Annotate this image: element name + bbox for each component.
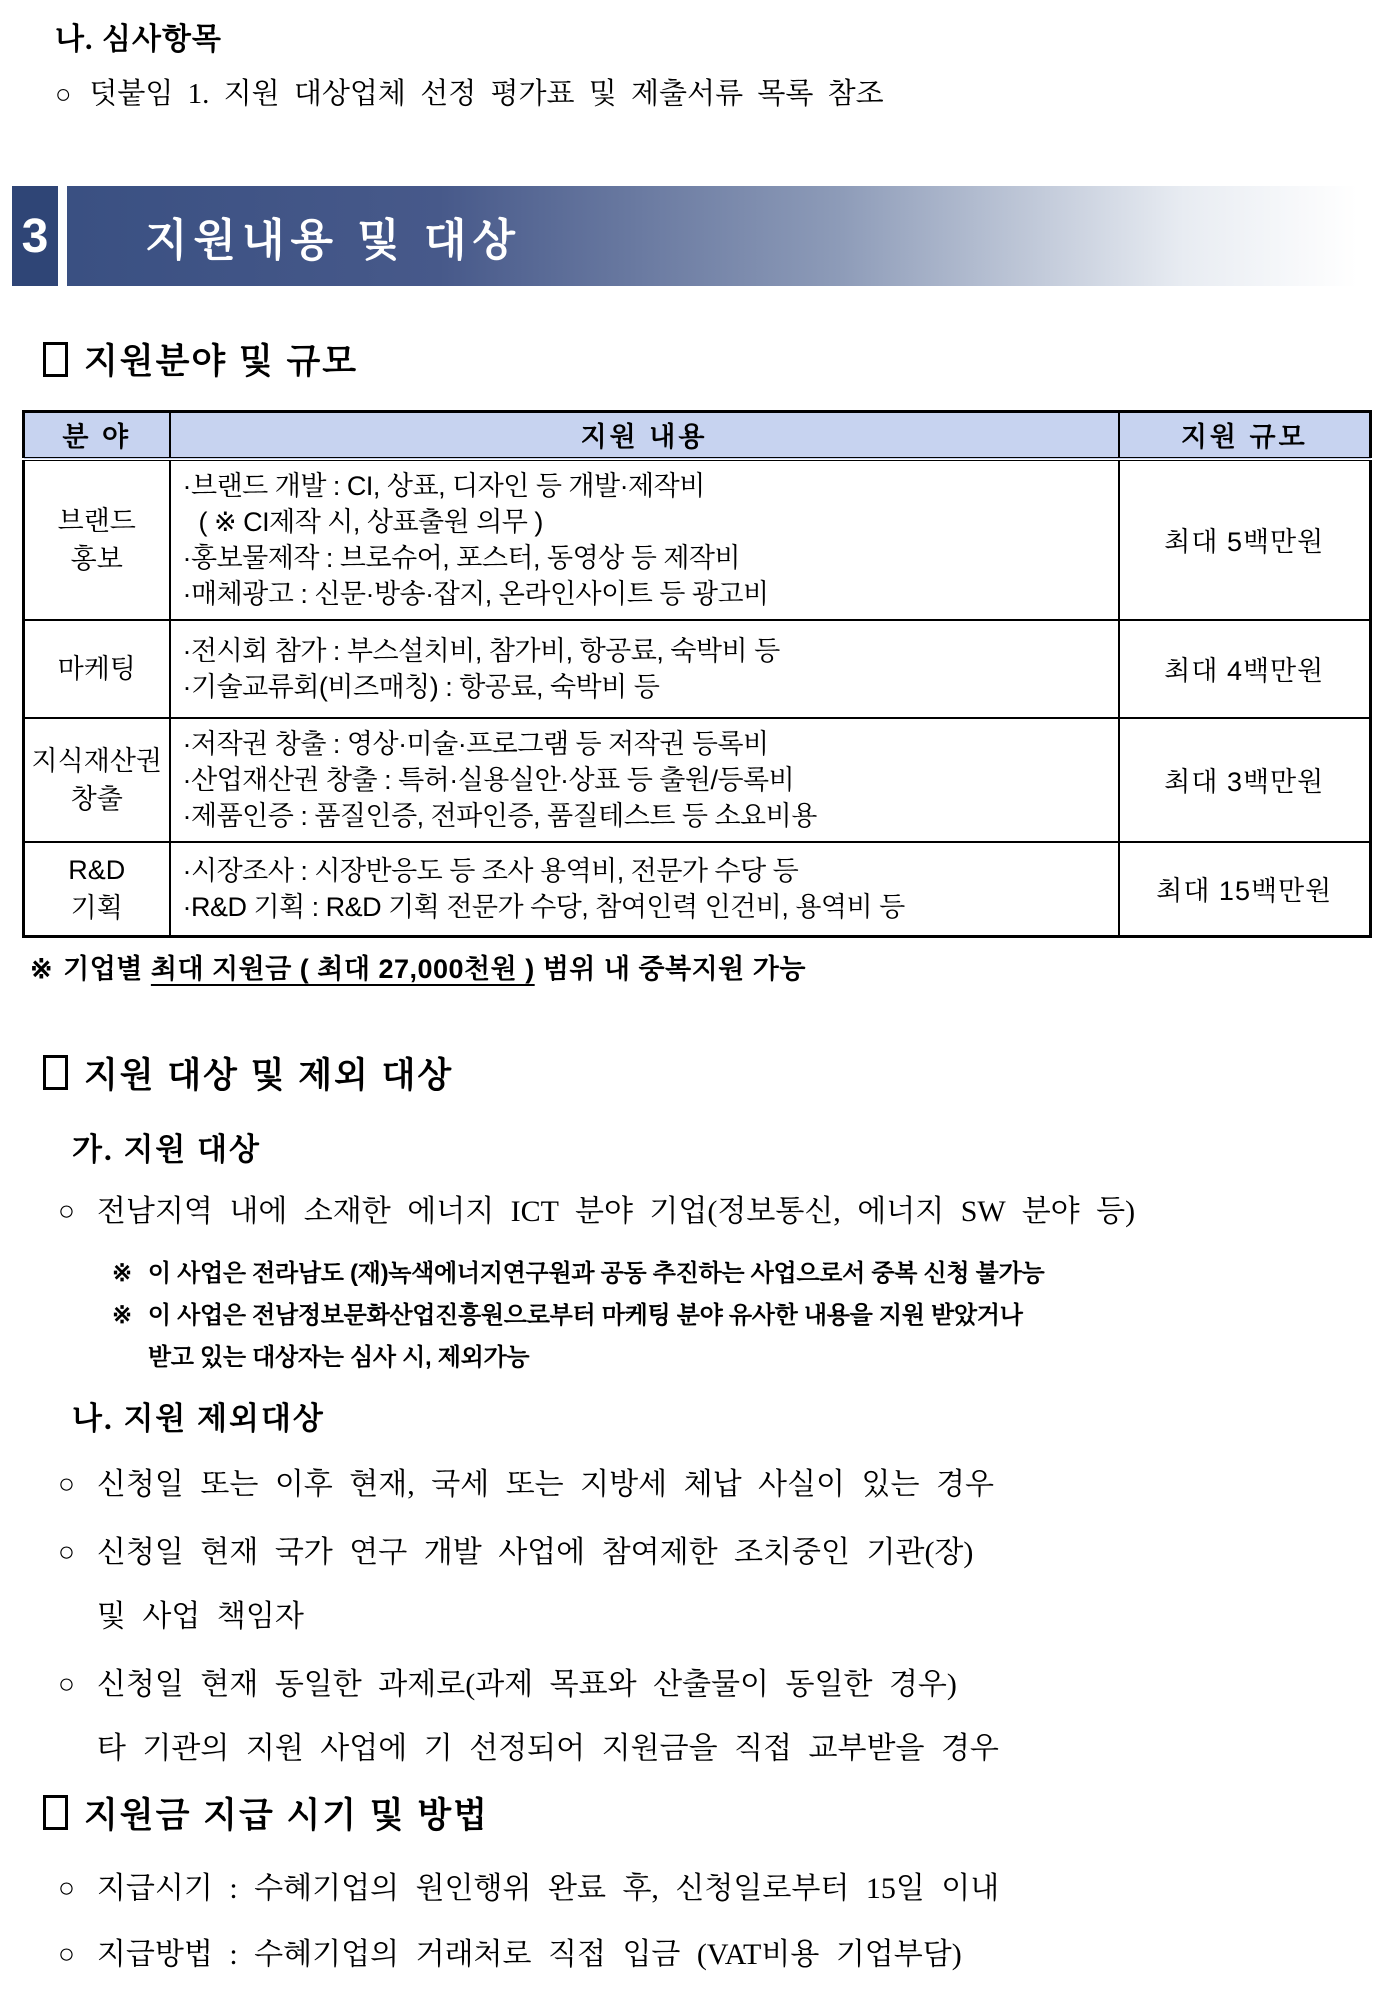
footnote-suffix: 범위 내 중복지원 가능 xyxy=(534,953,806,984)
field-cell: 마케팅 xyxy=(24,620,170,718)
amount-cell: 최대 5백만원 xyxy=(1119,459,1371,620)
section-title: 지원내용 및 대상 xyxy=(145,216,521,265)
review-bullet xyxy=(55,72,1397,116)
content-cell xyxy=(170,459,1119,620)
section-banner-bar xyxy=(67,186,1397,286)
support-table xyxy=(22,410,1372,938)
content-line: ·시장조사 : 시장반응도 등 조사 용역비, 전문가 수당 등 xyxy=(182,855,799,886)
table-row-brand xyxy=(24,459,1371,620)
circle-bullet-marker: ○ xyxy=(58,1668,75,1700)
circle-bullet-marker: ○ xyxy=(55,79,72,109)
eligibility-heading xyxy=(43,1048,1397,1098)
amount-cell: 최대 15백만원 xyxy=(1119,842,1371,937)
note-text xyxy=(148,1295,1023,1379)
sub-b-title: 나. 지원 제외대상 xyxy=(72,1400,325,1436)
note-similar-support xyxy=(112,1295,1397,1379)
payment-heading xyxy=(43,1788,1397,1838)
checkbox-icon xyxy=(43,342,68,377)
circle-bullet-marker: ○ xyxy=(58,1468,75,1500)
circle-bullet-marker: ○ xyxy=(58,1195,75,1227)
circle-bullet-marker: ○ xyxy=(58,1872,75,1904)
footnote-underlined: 최대 지원금 ( 최대 27,000천원 ) xyxy=(150,953,535,984)
circle-bullet-marker: ○ xyxy=(58,1938,75,1970)
exclusion-bullet xyxy=(58,1530,1397,1640)
field-cell: 지식재산권 창출 xyxy=(24,718,170,842)
review-items-title: 나. 심사항목 xyxy=(55,23,222,56)
reference-mark: ※ xyxy=(112,1301,132,1329)
content-line: ·산업재산권 창출 : 특허·실용실안·상표 등 출원/등록비 xyxy=(182,764,795,795)
payment-bullet xyxy=(58,1932,1397,1978)
review-bullet-text: 덧붙임 1. 지원 대상업체 선정 평가표 및 제출서류 목록 참조 xyxy=(89,78,884,110)
table-row-rnd xyxy=(24,842,1371,937)
exclusion-line: 신청일 현재 국가 연구 개발 사업에 참여제한 조치중인 기관(장) xyxy=(96,1535,974,1569)
content-line: ·브랜드 개발 : CI, 상표, 디자인 등 개발·제작비 xyxy=(182,470,705,501)
exclusion-line: 및 사업 책임자 xyxy=(96,1599,304,1633)
content-line: ·제품인증 : 품질인증, 전파인증, 품질테스트 등 소요비용 xyxy=(182,800,817,831)
table-row-marketing xyxy=(24,620,1371,718)
checkbox-icon xyxy=(43,1055,68,1090)
note-text: 이 사업은 전라남도 (재)녹색에너지연구원과 공동 추진하는 사업으로서 중복 신청 불가능 xyxy=(147,1259,1045,1287)
content-line: ·매체광고 : 신문·방송·잡지, 온라인사이트 등 광고비 xyxy=(182,578,769,609)
exclusion-bullet xyxy=(58,1462,1397,1508)
reference-mark: ※ xyxy=(112,1259,132,1287)
exclusion-bullet xyxy=(58,1662,1397,1772)
payment-bullet-text: 지급방법 : 수혜기업의 거래처로 직접 입금 (VAT비용 기업부담) xyxy=(96,1937,962,1971)
amount-cell: 최대 3백만원 xyxy=(1119,718,1371,842)
content-line: ·R&D 기획 : R&D 기획 전문가 수당, 참여인력 인건비, 용역비 등 xyxy=(182,891,905,922)
reference-mark: ※ xyxy=(30,953,54,984)
content-cell xyxy=(170,718,1119,842)
circle-bullet-marker: ○ xyxy=(58,1536,75,1568)
exclusion-text xyxy=(97,1662,999,1772)
scope-heading-text: 지원분야 및 규모 xyxy=(84,342,359,381)
table-row-ip xyxy=(24,718,1371,842)
field-cell: R&D 기획 xyxy=(24,842,170,937)
exclusion-line: 타 기관의 지원 사업에 기 선정되어 지원금을 직접 교부받을 경우 xyxy=(96,1731,999,1765)
scope-heading xyxy=(43,334,1397,384)
note-line: 이 사업은 전남정보문화산업진흥원으로부터 마케팅 분야 유사한 내용을 지원 받았거나 xyxy=(147,1301,1023,1329)
table-footnote xyxy=(30,947,1397,986)
exclusion-text xyxy=(97,1530,973,1640)
target-bullet-text: 전남지역 내에 소재한 에너지 ICT 분야 기업(정보통신, 에너지 SW 분야 등) xyxy=(96,1194,1136,1228)
eligibility-heading-text: 지원 대상 및 제외 대상 xyxy=(84,1055,454,1095)
table-header-row xyxy=(24,412,1371,459)
checkbox-icon xyxy=(43,1795,68,1830)
col-header-content: 지원 내용 xyxy=(170,412,1119,459)
content-line: ( ※ CI제작 시, 상표출원 의무 ) xyxy=(198,506,543,537)
content-line: ·저작권 창출 : 영상·미술·프로그램 등 저작권 등록비 xyxy=(182,728,769,759)
col-header-field: 분 야 xyxy=(24,412,170,459)
section-number-badge: 3 xyxy=(12,186,58,286)
payment-bullet-text: 지급시기 : 수혜기업의 원인행위 완료 후, 신청일로부터 15일 이내 xyxy=(96,1871,1000,1905)
amount-cell: 최대 4백만원 xyxy=(1119,620,1371,718)
footnote-prefix: 기업별 xyxy=(63,953,151,984)
payment-bullet xyxy=(58,1866,1397,1912)
content-cell xyxy=(170,620,1119,718)
content-line: ·전시회 참가 : 부스설치비, 참가비, 항공료, 숙박비 등 xyxy=(182,635,780,666)
note-line: 받고 있는 대상자는 심사 시, 제외가능 xyxy=(147,1343,530,1371)
section-banner xyxy=(0,186,1397,286)
sub-a-title: 가. 지원 대상 xyxy=(72,1131,261,1167)
payment-heading-text: 지원금 지급 시기 및 방법 xyxy=(84,1795,489,1835)
content-line: ·기술교류회(비즈매칭) : 항공료, 숙박비 등 xyxy=(182,671,660,702)
col-header-amount: 지원 규모 xyxy=(1119,412,1371,459)
target-bullet xyxy=(58,1189,1397,1235)
field-cell: 브랜드 홍보 xyxy=(24,459,170,620)
exclusion-line: 신청일 현재 동일한 과제로(과제 목표와 산출물이 동일한 경우) xyxy=(96,1667,957,1701)
note-duplicate-application xyxy=(112,1253,1397,1295)
content-line: ·홍보물제작 : 브로슈어, 포스터, 동영상 등 제작비 xyxy=(182,542,741,573)
content-cell xyxy=(170,842,1119,937)
exclusion-text: 신청일 또는 이후 현재, 국세 또는 지방세 체납 사실이 있는 경우 xyxy=(96,1467,994,1501)
